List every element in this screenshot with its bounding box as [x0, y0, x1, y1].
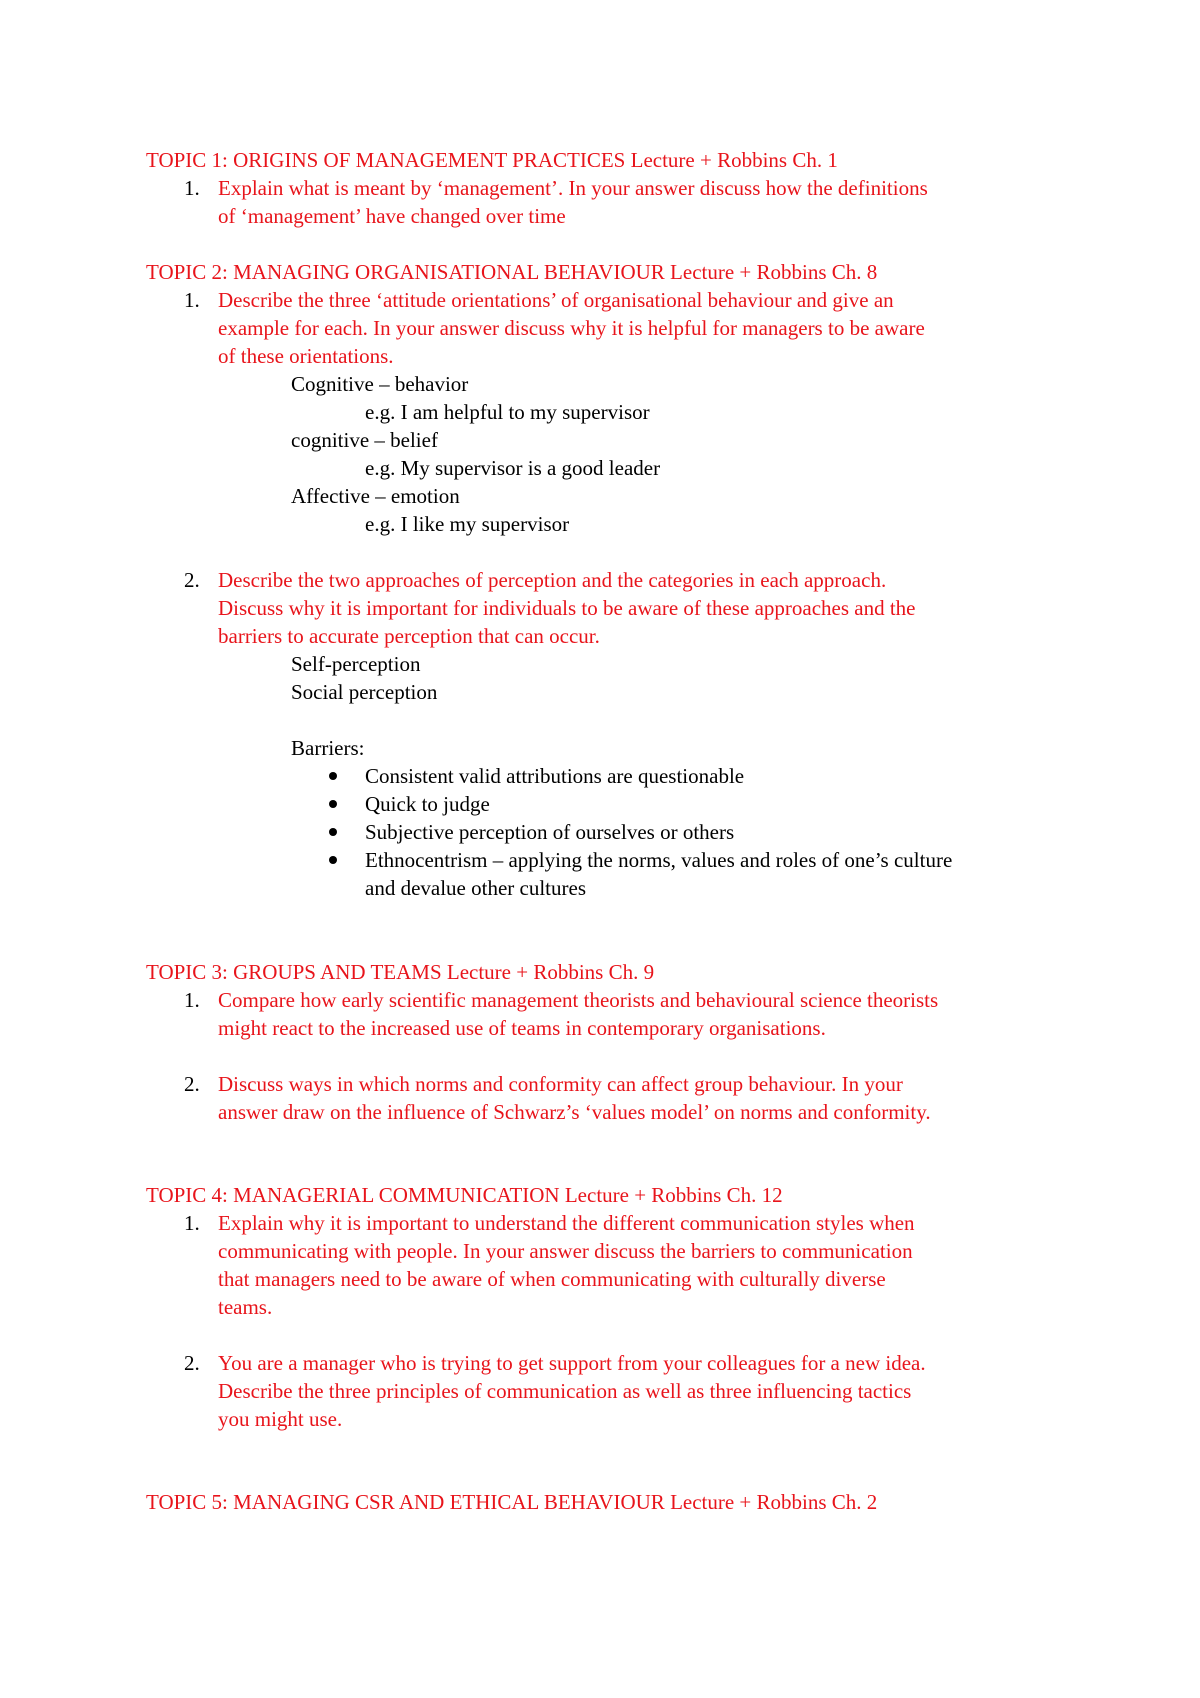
- topic-3-source: Lecture + Robbins Ch. 9: [446, 960, 655, 984]
- topic-2-source: Lecture + Robbins Ch. 8: [670, 260, 878, 284]
- topic-4-heading: [146, 1181, 783, 1209]
- topic-4-q2-line-1: You are a manager who is trying to get support from your colleagues for a new idea.: [218, 1351, 926, 1375]
- topic-4-q1-number: 1.: [184, 1211, 200, 1235]
- topic-4-q2-number: 2.: [184, 1351, 200, 1375]
- topic-5-title: TOPIC 5: MANAGING CSR AND ETHICAL BEHAVIOUR: [146, 1490, 665, 1514]
- topic-2-q1-line-2: example for each. In your answer discuss why it is helpful for managers to be aware: [218, 316, 925, 340]
- note-affective-emotion: Affective – emotion: [291, 484, 460, 508]
- topic-2-q2-line-2: Discuss why it is important for individuals to be aware of these approaches and the: [218, 596, 916, 620]
- topic-2-q2-line-1: Describe the two approaches of perception and the categories in each approach.: [218, 568, 887, 592]
- bullet-icon: [329, 800, 337, 808]
- barrier-item-3: Subjective perception of ourselves or others: [365, 820, 735, 844]
- note-example-emotion: e.g. I like my supervisor: [365, 512, 570, 536]
- topic-2-title: TOPIC 2: MANAGING ORGANISATIONAL BEHAVIOUR: [146, 260, 665, 284]
- topic-3-q2-line-1: Discuss ways in which norms and conformity can affect group behaviour. In your: [218, 1072, 903, 1096]
- topic-2-q1-line-1: Describe the three ‘attitude orientations’ of organisational behaviour and give an: [218, 288, 894, 312]
- barrier-item-1: Consistent valid attributions are questionable: [365, 764, 745, 788]
- note-example-behavior: e.g. I am helpful to my supervisor: [365, 400, 650, 424]
- topic-2-q2-line-3: barriers to accurate perception that can occur.: [218, 624, 600, 648]
- topic-1-q1-line-1: Explain what is meant by ‘management’. In your answer discuss how the definitions: [218, 176, 928, 200]
- topic-4-q2-line-2: Describe the three principles of communication as well as three influencing tactics: [218, 1379, 912, 1403]
- note-cognitive-behavior: Cognitive – behavior: [291, 372, 469, 396]
- note-cognitive-belief: cognitive – belief: [291, 428, 438, 452]
- topic-2-q1-number: 1.: [184, 288, 200, 312]
- topic-3-title: TOPIC 3: GROUPS AND TEAMS: [146, 960, 442, 984]
- topic-4-q1-line-2: communicating with people. In your answer discuss the barriers to communication: [218, 1239, 913, 1263]
- barrier-item-2: Quick to judge: [365, 792, 490, 816]
- bullet-icon: [329, 772, 337, 780]
- topic-2-q2-number: 2.: [184, 568, 200, 592]
- topic-4-source: Lecture + Robbins Ch. 12: [564, 1183, 783, 1207]
- topic-4-title: TOPIC 4: MANAGERIAL COMMUNICATION: [146, 1183, 560, 1207]
- topic-3-heading: [146, 958, 654, 986]
- barrier-item-4-continued: and devalue other cultures: [365, 876, 586, 900]
- barriers-label: Barriers:: [291, 736, 365, 760]
- topic-5-source: Lecture + Robbins Ch. 2: [670, 1490, 878, 1514]
- note-example-belief: e.g. My supervisor is a good leader: [365, 456, 661, 480]
- topic-4-q1-line-1: Explain why it is important to understand the different communication styles when: [218, 1211, 915, 1235]
- note-self-perception: Self-perception: [291, 652, 421, 676]
- topic-2-q1-line-3: of these orientations.: [218, 344, 394, 368]
- bullet-icon: [329, 828, 337, 836]
- note-social-perception: Social perception: [291, 680, 438, 704]
- topic-1-source: Lecture + Robbins Ch. 1: [630, 148, 838, 172]
- bullet-icon: [329, 856, 337, 864]
- topic-3-q2-number: 2.: [184, 1072, 200, 1096]
- topic-3-q1-line-2: might react to the increased use of teams in contemporary organisations.: [218, 1016, 826, 1040]
- topic-3-q1-line-1: Compare how early scientific management theorists and behavioural science theorists: [218, 988, 939, 1012]
- topic-1-title: TOPIC 1: ORIGINS OF MANAGEMENT PRACTICES: [146, 148, 626, 172]
- topic-3-q1-number: 1.: [184, 988, 200, 1012]
- topic-1-heading: [146, 146, 838, 174]
- topic-4-q1-line-3: that managers need to be aware of when communicating with culturally diverse: [218, 1267, 886, 1291]
- topic-4-q1-line-4: teams.: [218, 1295, 273, 1319]
- topic-5-heading: [146, 1488, 877, 1516]
- topic-1-q1-line-2: of ‘management’ have changed over time: [218, 204, 566, 228]
- topic-1-q1-number: 1.: [184, 176, 200, 200]
- topic-3-q2-line-2: answer draw on the influence of Schwarz’s ‘values model’ on norms and conformity.: [218, 1100, 931, 1124]
- barrier-item-4: Ethnocentrism – applying the norms, values and roles of one’s culture: [365, 848, 953, 872]
- topic-2-heading: [146, 258, 877, 286]
- topic-4-q2-line-3: you might use.: [218, 1407, 343, 1431]
